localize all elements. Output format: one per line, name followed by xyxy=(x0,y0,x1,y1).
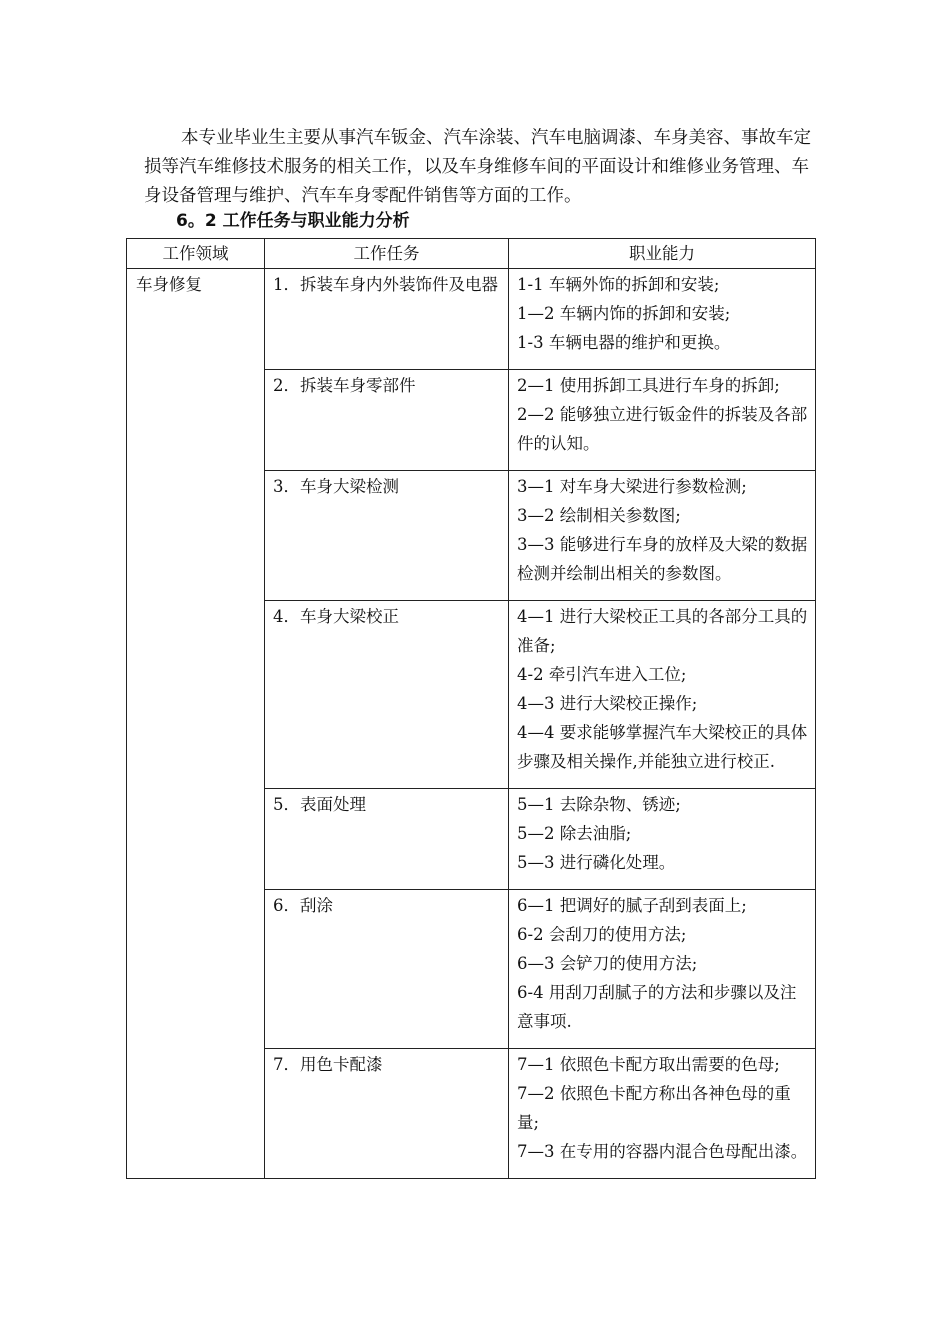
work-domain-cell: 车身修复 xyxy=(127,269,265,1179)
ability-item: 5—3 进行磷化处理。 xyxy=(517,853,676,872)
task-cell: 2．拆装车身零部件 xyxy=(265,370,509,471)
task-cell: 1．拆装车身内外装饰件及电器 xyxy=(265,269,509,370)
ability-item: 6-2 会刮刀的使用方法; xyxy=(517,925,687,944)
ability-item: 1-3 车辆电器的维护和更换。 xyxy=(517,333,731,352)
ability-item: 6—3 会铲刀的使用方法; xyxy=(517,954,698,973)
ability-item: 5—1 去除杂物、锈迹; xyxy=(517,795,681,814)
ability-cell xyxy=(509,789,816,890)
table-row xyxy=(127,269,816,370)
section-heading: 6。2 工作任务与职业能力分析 xyxy=(176,211,410,231)
ability-cell xyxy=(509,890,816,1049)
header-work-domain: 工作领域 xyxy=(127,239,265,269)
task-cell: 6．刮涂 xyxy=(265,890,509,1049)
task-cell: 7．用色卡配漆 xyxy=(265,1049,509,1179)
ability-cell xyxy=(509,370,816,471)
ability-item: 1-1 车辆外饰的拆卸和安装; xyxy=(517,275,720,294)
ability-item: 7—2 依照色卡配方称出各神色母的重量; xyxy=(517,1084,791,1132)
ability-item: 3—3 能够进行车身的放样及大梁的数据检测并绘制出相关的参数图。 xyxy=(517,535,808,583)
ability-item: 4—3 进行大梁校正操作; xyxy=(517,694,698,713)
task-ability-table xyxy=(126,238,816,1179)
ability-item: 4—1 进行大梁校正工具的各部分工具的准备; xyxy=(517,607,808,655)
ability-cell xyxy=(509,1049,816,1179)
ability-cell xyxy=(509,601,816,789)
ability-item: 2—2 能够独立进行钣金件的拆装及各部件的认知。 xyxy=(517,405,808,453)
ability-cell xyxy=(509,471,816,601)
ability-item: 3—1 对车身大梁进行参数检测; xyxy=(517,477,747,496)
header-vocational-ability: 职业能力 xyxy=(509,239,816,269)
task-cell: 3．车身大梁检测 xyxy=(265,471,509,601)
ability-item: 3—2 绘制相关参数图; xyxy=(517,506,681,525)
intro-paragraph: 本专业毕业生主要从事汽车钣金、汽车涂装、汽车电脑调漆、车身美容、事故车定损等汽车维修技术服务的相关工作，以及车身维修车间的平面设计和维修业务管理、车身设备管理与维护、汽车车身零配件销售等方面的工作。 xyxy=(144,128,811,206)
task-cell: 4．车身大梁校正 xyxy=(265,601,509,789)
ability-item: 5—2 除去油脂; xyxy=(517,824,632,843)
ability-item: 2—1 使用拆卸工具进行车身的拆卸; xyxy=(517,376,780,395)
ability-item: 7—1 依照色卡配方取出需要的色母; xyxy=(517,1055,780,1074)
ability-item: 4-2 牵引汽车进入工位; xyxy=(517,665,687,684)
ability-cell xyxy=(509,269,816,370)
ability-item: 4—4 要求能够掌握汽车大梁校正的具体步骤及相关操作,并能独立进行校正. xyxy=(517,723,808,771)
ability-item: 6—1 把调好的腻子刮到表面上; xyxy=(517,896,747,915)
ability-item: 6-4 用刮刀刮腻子的方法和步骤以及注意事项. xyxy=(517,983,797,1031)
ability-item: 1—2 车辆内饰的拆卸和安装; xyxy=(517,304,731,323)
ability-item: 7—3 在专用的容器内混合色母配出漆。 xyxy=(517,1142,808,1161)
task-cell: 5．表面处理 xyxy=(265,789,509,890)
header-work-task: 工作任务 xyxy=(265,239,509,269)
table-header-row xyxy=(127,239,816,269)
